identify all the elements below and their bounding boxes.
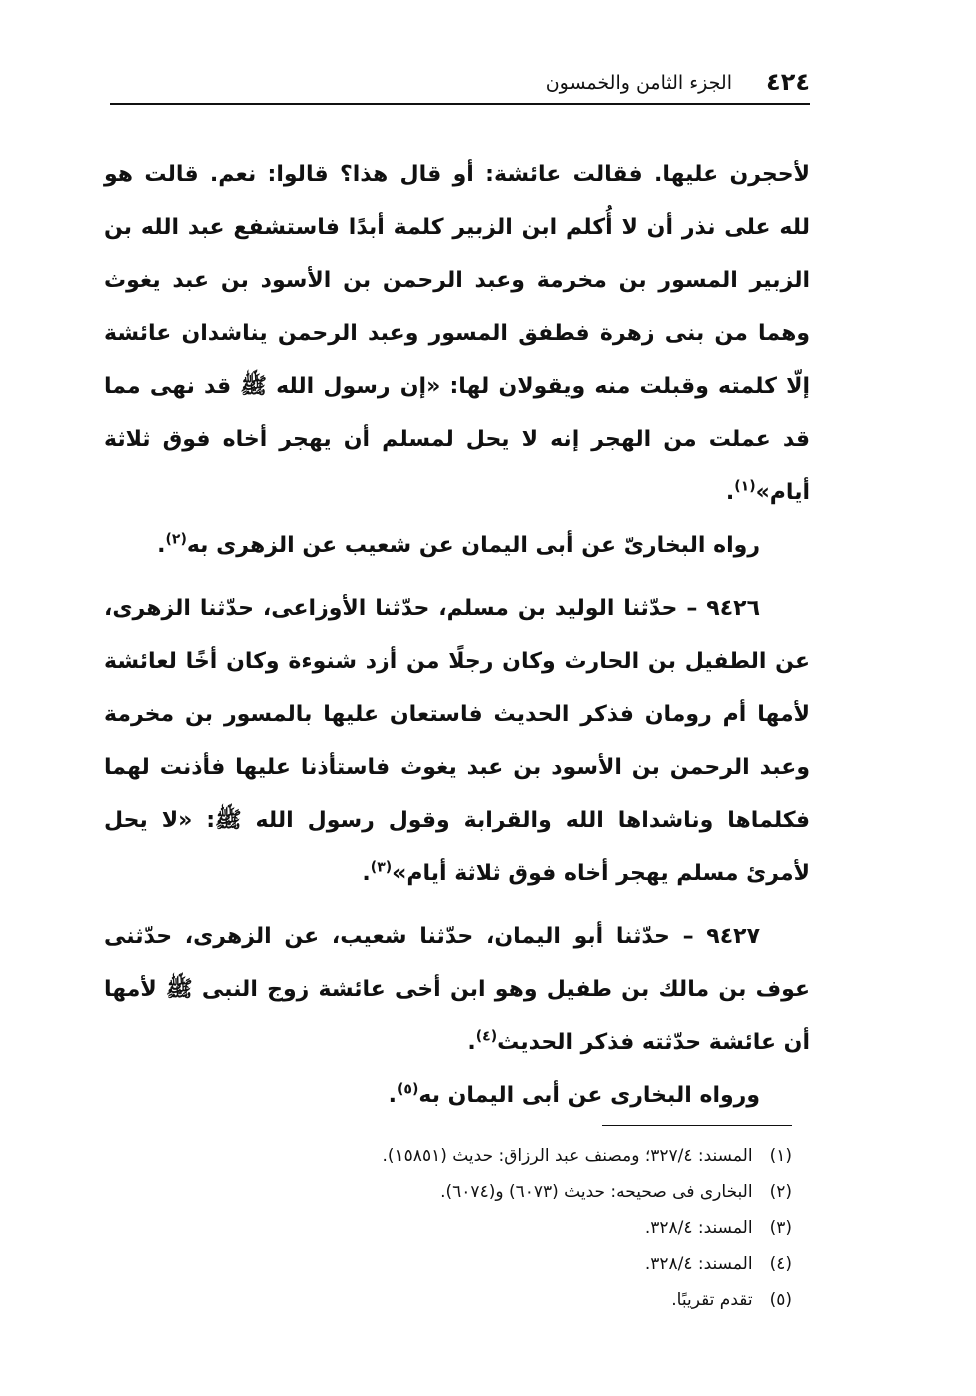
- hadith-text: – حدّثنا أبو اليمان، حدّثنا شعيب، عن الزهرى، حدّثنى عوف بن مالك بن طفيل وهو ابن أخى عائشة زوج النبى ﷺ لأمها أن عائشة حدّثته فذكر الحديث: [104, 924, 810, 1055]
- footnote-number: (٢): [769, 1182, 792, 1202]
- paragraph-text: لأحجرن عليها. فقالت عائشة: أو قال هذا؟ قالوا: نعم. قالت هو لله على نذر أن لا أُكلم ابن الزبير كلمة أبدًا فاستشفع عبد الله بن الزبير المسور بن مخرمة وعبد الرحمن بن الأسود بن عبد يغوث وهما من بنى زهرة فطفق المسور وعبد الرحمن يناشدان عائشة إلّا كلمته وقبلت منه ويقولان لها: «إن رسول الله ﷺ قد نهى مما قد عملت من الهجر إنه لا يحل لمسلم أن يهجر أخاه فوق ثلاثة أيام»: [104, 162, 810, 505]
- hadith-9427: [104, 910, 810, 1069]
- footnote-item: [180, 1210, 792, 1246]
- footnote-text: البخارى فى صحيحه: حديث (٦٠٧٣) و(٦٠٧٤).: [440, 1182, 753, 1202]
- footnote-text: المسند: ٣٢٨/٤.: [644, 1254, 753, 1274]
- footnote-item: [180, 1174, 792, 1210]
- hadith-text: – حدّثنا الوليد بن مسلم، حدّثنا الأوزاعى، حدّثنا الزهرى، عن الطفيل بن الحارث وكان رجلًا من أزد شنوءة وكان أخًا لعائشة لأمها أم رومان فذكر الحديث فاستعان عليها بالمسور بن مخرمة وعبد الرحمن بن الأسود بن عبد يغوث فاستأذنا عليها فأذنت لهما فكلماها وناشداها الله والقرابة وقول رسول الله ﷺ: «لا يحل لأمرئ مسلم يهجر أخاه فوق ثلاثة أيام»: [104, 596, 810, 886]
- paragraph-continuation: [104, 148, 810, 519]
- part-title: الجزء الثامن والخمسون: [545, 72, 732, 94]
- hadith-number: ٩٤٢٧: [706, 924, 760, 949]
- footnote-ref-3: (٣): [370, 859, 393, 876]
- footnote-ref-5: (٥): [397, 1081, 419, 1098]
- main-text: [104, 148, 810, 1122]
- footnote-rule: [602, 1125, 792, 1126]
- footnote-ref-1: (١): [734, 478, 756, 495]
- paragraph-narration-bukhari: [104, 519, 810, 572]
- running-head: [110, 66, 810, 102]
- paragraph-end: .: [362, 861, 371, 886]
- footnote-text: المسند: ٣٢٨/٤.: [644, 1218, 753, 1238]
- footnote-number: (٤): [769, 1254, 792, 1274]
- paragraph-end: .: [388, 1083, 398, 1108]
- page-number: ٤٢٤: [766, 68, 810, 96]
- header-rule: [110, 103, 810, 105]
- footnote-item: [180, 1282, 792, 1318]
- paragraph-text: ورواه البخارى عن أبى اليمان به: [418, 1083, 760, 1108]
- footnotes: [180, 1138, 792, 1318]
- footnote-number: (١): [769, 1146, 792, 1166]
- hadith-9426: [104, 582, 810, 900]
- footnote-ref-2: (٢): [165, 531, 187, 548]
- footnote-ref-4: (٤): [475, 1028, 498, 1045]
- footnote-text: المسند: ٣٢٧/٤؛ ومصنف عبد الرزاق: حديث (١٥٨٥١).: [382, 1146, 753, 1166]
- footnote-text: تقدم تقريبًا.: [671, 1290, 753, 1310]
- footnote-item: [180, 1246, 792, 1282]
- footnote-item: [180, 1138, 792, 1174]
- footnote-number: (٣): [769, 1218, 792, 1238]
- paragraph-text: رواه البخارىّ عن أبى اليمان عن شعيب عن الزهرى به: [186, 533, 760, 558]
- paragraph-end: .: [725, 480, 735, 505]
- hadith-number: ٩٤٢٦: [706, 596, 760, 621]
- paragraph-end: .: [467, 1030, 476, 1055]
- paragraph-end: .: [157, 533, 166, 558]
- paragraph-narration-bukhari-2: [104, 1069, 810, 1122]
- footnote-number: (٥): [769, 1290, 792, 1310]
